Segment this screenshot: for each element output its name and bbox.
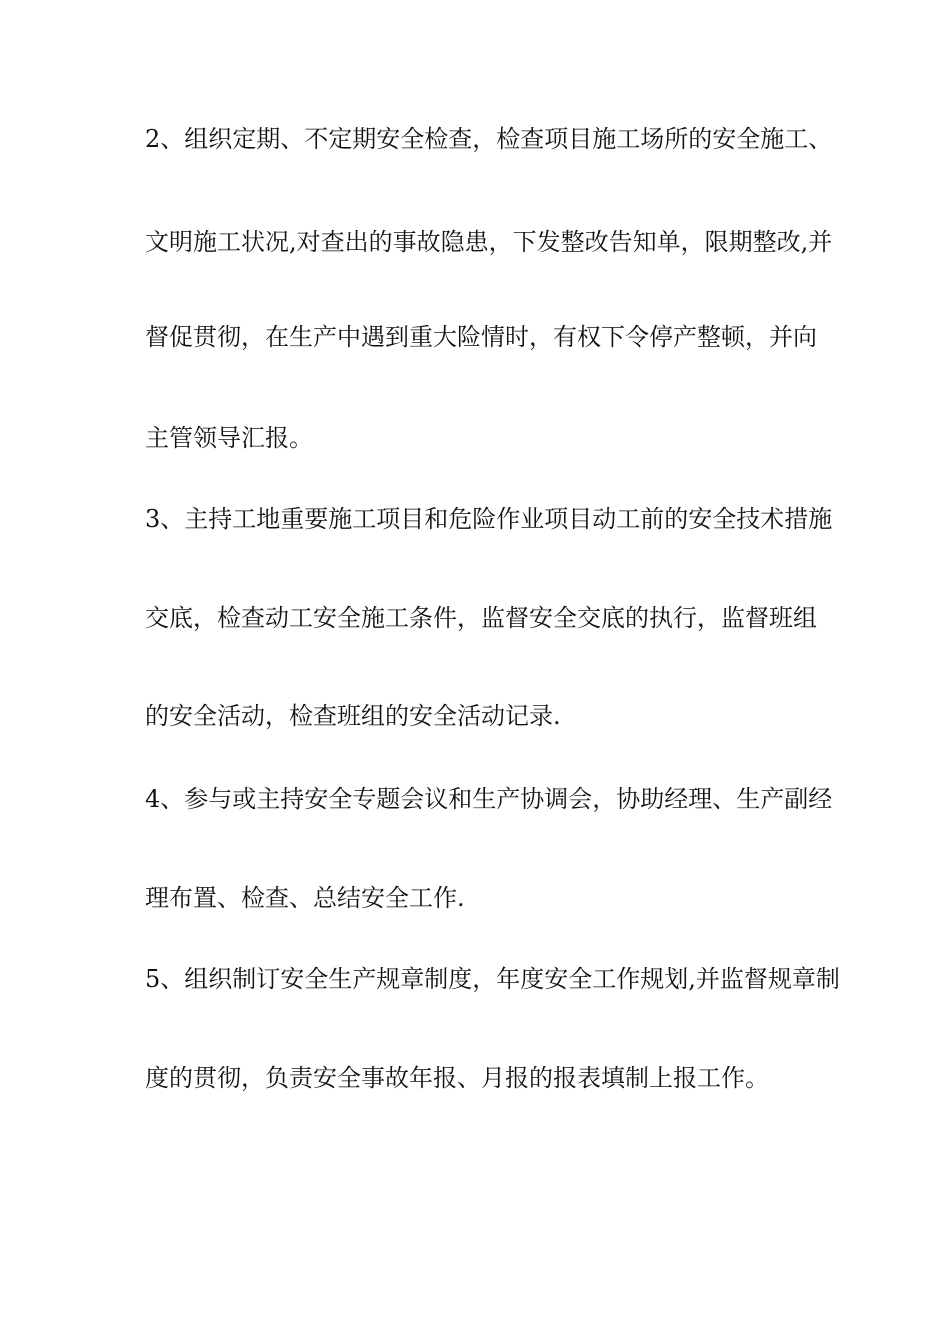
text-line: 督促贯彻，在生产中遇到重大险情时，有权下令停产整顿，并向: [145, 323, 817, 351]
text-line: 5、组织制订安全生产规章制度，年度安全工作规划,并监督规章制: [145, 965, 840, 993]
text-line: 理布置、检查、总结安全工作.: [145, 884, 465, 912]
text-line: 2、组织定期、不定期安全检查，检查项目施工场所的安全施工、: [145, 125, 833, 153]
text-line: 度的贯彻，负责安全事故年报、月报的报表填制上报工作。: [145, 1064, 769, 1092]
text-line: 的安全活动，检查班组的安全活动记录.: [145, 702, 561, 730]
text-line: 3、主持工地重要施工项目和危险作业项目动工前的安全技术措施: [145, 505, 833, 533]
text-line: 交底，检查动工安全施工条件，监督安全交底的执行，监督班组: [145, 604, 817, 632]
text-line: 文明施工状况,对查出的事故隐患，下发整改告知单，限期整改,并: [145, 228, 833, 256]
text-line: 主管领导汇报。: [145, 424, 313, 452]
text-line: 4、参与或主持安全专题会议和生产协调会，协助经理、生产副经: [145, 785, 833, 813]
